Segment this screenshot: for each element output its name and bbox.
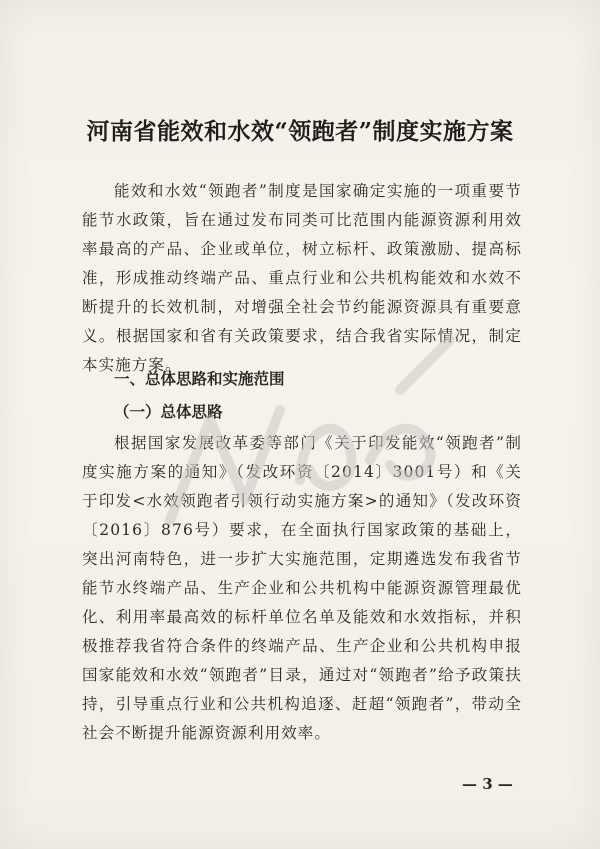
subsection-heading: （一）总体思路	[114, 403, 223, 421]
page-number: — 3 —	[462, 775, 513, 793]
intro-paragraph: 能效和水效“领跑者”制度是国家确定实施的一项重要节能节水政策，旨在通过发布同类可比范围内能源资源利用效率最高的产品、企业或单位，树立标杆、政策激励、提高标准，形成推动终端产品、重点行业和公共机构能效和水效不断提升的长效机制，对增强全社会节约能源资源具有重要意义。根据国家和省有关政策要求，结合我省实际情况，制定本实施方案。	[82, 182, 522, 374]
body-paragraph: 根据国家发展改革委等部门《关于印发能效“领跑者”制度实施方案的通知》（发改环资〔2014〕3001号）和《关于印发<水效领跑者引领行动实施方案>的通知》（发改环资〔2016〕876号）要求，在全面执行国家政策的基础上，突出河南特色，进一步扩大实施范围，定期遴选发布我省节能节水终端产品、生产企业和公共机构中能源资源管理最优化、利用率最高效的标杆单位名单及能效和水效指标，并积极推荐我省符合条件的终端产品、生产企业和公共机构申报国家能效和水效“领跑者”目录，通过对“领跑者”给予政策扶持，引导重点行业和公共机构追逐、赶超“领跑者”，带动全社会不断提升能源资源利用效率。	[82, 434, 522, 742]
document-title: 河南省能效和水效“领跑者”制度实施方案	[86, 118, 514, 145]
section-heading: 一、总体思路和实施范围	[114, 370, 285, 388]
